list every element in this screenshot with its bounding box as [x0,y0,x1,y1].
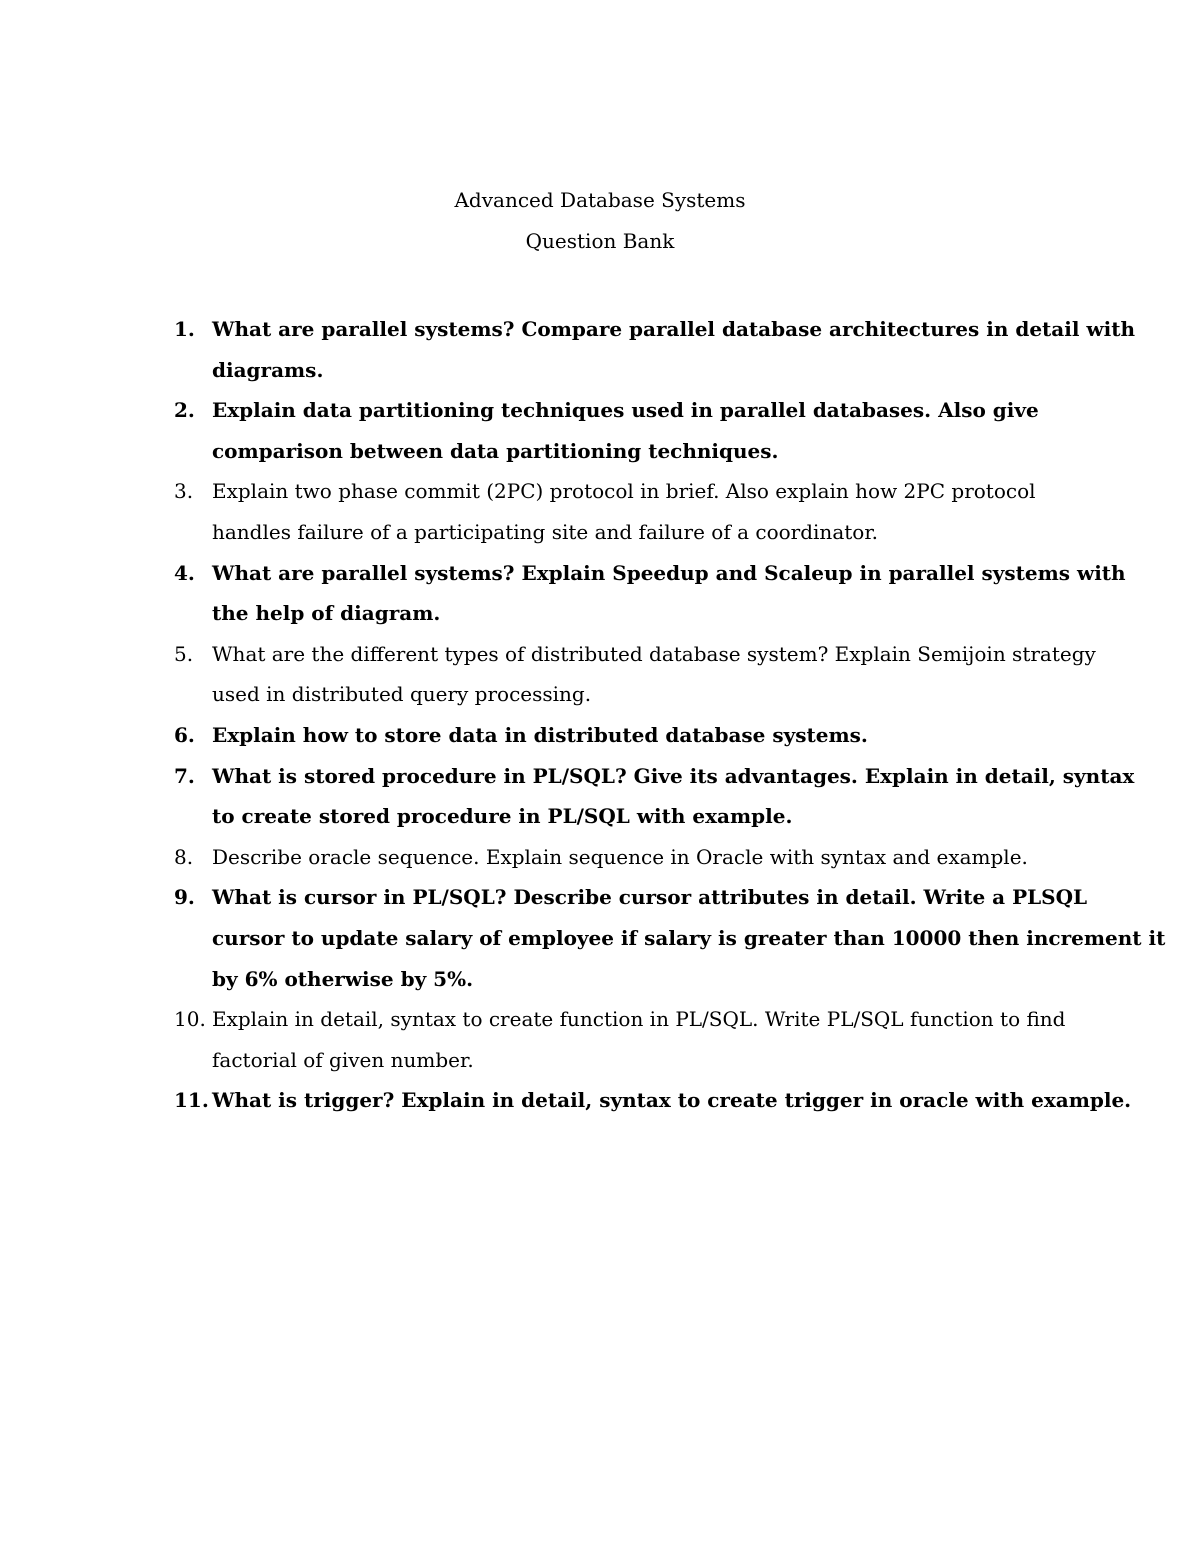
question-item [174,756,1135,837]
question-number: 8. [174,844,194,869]
question-number: 10. [174,1007,206,1032]
question-text-line: to create stored procedure in PL/SQL with example. [212,804,793,829]
question-text-line: cursor to update salary of employee if salary is greater than 10000 then increment it [212,925,1166,950]
document-subtitle: Question Bank [525,229,675,253]
question-text-line: comparison between data partitioning techniques. [212,438,779,463]
question-item [174,877,1166,999]
question-text-line: handles failure of a participating site and failure of a coordinator. [212,519,879,544]
question-text-line: used in distributed query processing. [212,682,592,707]
question-number: 3. [174,479,194,504]
question-item [174,999,1074,1080]
question-text-line: What is stored procedure in PL/SQL? Give its advantages. Explain in detail, syntax [212,763,1135,788]
question-item [174,553,1126,634]
question-text-line: What are the different types of distributed database system? Explain Semijoin strategy [212,641,1096,666]
question-text-line: Explain how to store data in distributed database systems. [212,722,868,747]
question-text-line: diagrams. [212,357,324,382]
question-item [174,715,1074,756]
question-text-line: Explain in detail, syntax to create function in PL/SQL. Write PL/SQL function to find [212,1007,1066,1032]
question-number: 11. [174,1088,209,1113]
question-text-line: by 6% otherwise by 5%. [212,966,474,991]
question-text-line: factorial of given number. [212,1047,474,1072]
question-list [174,309,1166,1121]
question-text-line: What are parallel systems? Explain Speedup and Scaleup in parallel systems with [212,560,1126,585]
question-number: 4. [174,560,195,585]
question-item [174,471,1074,552]
question-text-line: What are parallel systems? Compare parallel database architectures in detail with [212,317,1135,341]
question-number: 9. [174,885,195,910]
question-number: 7. [174,763,195,788]
question-number: 2. [174,398,195,423]
question-item [174,837,1074,878]
question-number: 1. [174,317,195,341]
question-item [174,634,1096,715]
question-number: 6. [174,722,195,747]
question-text-line: the help of diagram. [212,601,441,626]
question-item [174,390,1074,471]
question-text-line: What is cursor in PL/SQL? Describe cursor attributes in detail. Write a PLSQL [212,885,1088,910]
question-item [174,1080,1132,1121]
question-text-line: Explain two phase commit (2PC) protocol in brief. Also explain how 2PC protocol [212,479,1036,504]
question-item [174,309,1135,390]
question-number: 5. [174,641,194,666]
question-text-line: Explain data partitioning techniques used in parallel databases. Also give [212,398,1039,423]
document-title: Advanced Database Systems [454,188,746,212]
question-text-line: Describe oracle sequence. Explain sequence in Oracle with syntax and example. [212,844,1028,869]
question-text-line: What is trigger? Explain in detail, syntax to create trigger in oracle with example. [212,1088,1132,1113]
